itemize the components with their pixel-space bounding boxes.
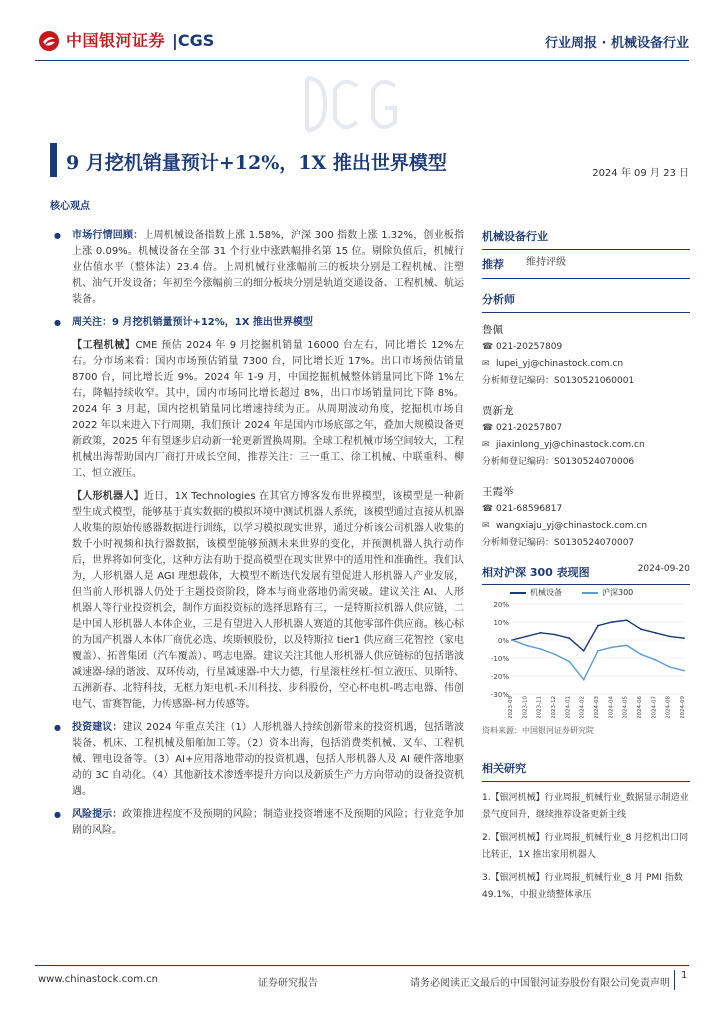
risk-paragraph (50, 807, 464, 839)
footer-disclaimer: 请务必阅读正文最后的中国银河证券股份有限公司免责声明 (410, 978, 670, 989)
x-tick-label: 2024-09 (680, 696, 686, 718)
market-paragraph (50, 228, 464, 308)
related-list (482, 790, 690, 904)
risk-text: 政策推进程度不及预期的风险；制造业投资增速不及预期的风险；行业竞争加剧的风险。 (72, 809, 465, 836)
construction-text: CME 预估 2024 年 9 月挖掘机销量 16000 台左右，同比增长 12%左右。分市场来看：国内市场预估销量 7300 台，同比增长近 17%。出口市场预估销量 8700 台，同比增长近 9%。2024 年 1-9 月，中国挖掘机械整体销量同比下降 1%左右，降幅持续收窄。其中，国内市场同比增长超过 8%，出口市场销量同比下降 8%。2024 年 3 月起，国内挖机销量同比增速持续为正。从周期波动角度，挖掘机市场自 2022 年以来进入下行周期，我们预计 2024 年是国内市场底部之年，叠加大规模设备更新政策，2025 年有望逐步启动新一轮更新置换周期。全球工程机械市场空间较大，工程机械出海帮助国内厂商打开成长空间，推荐关注：三一重工、徐工机械、中联重科、柳工、恒立液压。 (72, 340, 464, 479)
analyst-card (482, 483, 690, 552)
email-icon: ✉ (482, 359, 490, 369)
chart-legend (482, 587, 690, 598)
analyst-name: 王霞举 (482, 486, 514, 498)
legend-item (510, 587, 562, 598)
data-point (525, 645, 527, 647)
x-tick-label: 2024-08 (665, 696, 672, 718)
data-point (640, 654, 642, 656)
focus-paragraph (50, 315, 464, 331)
sidebar (482, 228, 690, 910)
legend-label: 机械设备 (530, 588, 562, 597)
rating-value: 维持评级 (526, 257, 566, 268)
rating-label: 推荐 (482, 258, 504, 271)
logo-cn: 中国银河证券 (66, 31, 166, 50)
y-tick-label: 20% (493, 601, 509, 609)
logo-en-text: CGS (177, 31, 215, 50)
x-tick-label: 2024-06 (637, 696, 643, 718)
analyst-email[interactable]: lupei_yj@chinastock.com.cn (496, 359, 624, 369)
report-category: 行业周报 · 机械设备行业 (545, 36, 689, 51)
data-point (554, 654, 556, 656)
data-point (554, 634, 556, 636)
analyst-email[interactable]: jiaxinlong_yj@chinastock.com.cn (496, 440, 645, 450)
phone-icon: ☎ (482, 504, 494, 514)
x-tick-label: 2023-09 (508, 696, 514, 718)
data-point (540, 632, 542, 634)
data-point (654, 659, 656, 661)
related-item[interactable]: 2.【银河机械】行业周报_机械行业_8 月挖机出口同比转正，1X 推出家用机器人 (482, 833, 689, 860)
market-lead: 市场行情回顾： (72, 230, 144, 241)
chart-date: 2024-09-20 (637, 564, 690, 574)
x-tick-label: 2024-05 (622, 696, 629, 718)
report-date: 2024 年 09 月 23 日 (592, 168, 689, 179)
analyst-card (482, 402, 690, 471)
data-point (669, 666, 671, 668)
footer-center: 证券研究报告 (258, 978, 318, 989)
legend-label: 沪深300 (602, 588, 634, 597)
robot-text: 近日，1X Technologies 在其官方博客发布世界模型，该模型是一种新型生成式模型，能够基于真实数据的模拟环境中测试机器人系统，该模型通过直接从机器人收集的原始传感器数据进行训练，以学习模拟现实世界，通过分析该公司机器人收集的数千小时视频和执行器数据，该模型能够预测未来世界的变化，并预测机器人执行动作后，世界将如何变化，这种方法有助于提高模型在现实世界中的适用性和准确性。我们认为，人形机器人是 AGI 理想载体，大模型不断迭代发展有望促进人形机器人产业发展，但当前人形机器人仍处于主题投资阶段，降本与商业落地仍需突破。建议关注 AI、人形机器人等行业投资机会，制作方面投资标的选择思路有三，一是特斯拉机器人供应链，二是中国人形机器人本体企业，三是有望进入人形机器人赛道的其他零部件供应商。核心标的为国产机器人本体厂商优必选、埃斯顿股份，以及特斯拉 tier1 供应商三花智控（家电覆盖）、拓普集团（汽车覆盖）、鸣志电器。建议关注其他人形机器人供应链标的包括谐波减速器-绿的谐波、双环传动，行星减速器-中大力德，行星滚柱丝杠-恒立液压、贝斯特、五洲新春、北特科技，无框力矩电机-禾川科技、步科股份，空心杯电机-鸣志电器、伟创电气、雷赛智能，力传感器-柯力传感等。 (72, 491, 465, 710)
analyst-cert: 分析师登记编码：S0130521060001 (482, 376, 635, 386)
logo-icon (38, 30, 60, 52)
related-heading: 相关研究 (482, 760, 690, 782)
data-point (626, 645, 628, 647)
chart-title: 相对沪深 300 表现图 (482, 566, 590, 579)
phone-icon: ☎ (482, 423, 494, 433)
data-point (626, 619, 628, 621)
data-point (669, 636, 671, 638)
core-view-label: 核心观点 (50, 201, 90, 212)
data-point (525, 636, 527, 638)
risk-lead: 风险提示： (72, 809, 123, 820)
page-number: 1 (674, 970, 695, 990)
x-tick-label: 2024-07 (651, 696, 658, 718)
y-tick-label: -20% (490, 673, 509, 681)
data-point (683, 637, 685, 639)
focus-lead: 周关注：9 月挖机销量预计+12%，1X 推出世界模型 (72, 317, 313, 328)
robot-lead: 【人形机器人】 (72, 491, 144, 502)
x-tick-label: 2024-03 (594, 696, 600, 718)
main-body (50, 228, 464, 846)
robot-paragraph (50, 489, 464, 713)
data-point (654, 632, 656, 634)
x-tick-label: 2023-10 (522, 696, 529, 718)
y-tick-label: 0% (497, 637, 509, 645)
x-tick-label: 2024-02 (579, 696, 586, 718)
email-icon: ✉ (482, 521, 490, 531)
data-point (511, 639, 513, 641)
construction-lead: 【工程机械】 (72, 340, 136, 351)
series-line (512, 640, 684, 680)
invest-paragraph (50, 720, 464, 800)
logo-en: |CGS (172, 31, 215, 50)
data-point (597, 625, 599, 627)
data-point (540, 648, 542, 650)
x-tick-label: 2024-01 (565, 696, 572, 718)
data-point (640, 628, 642, 630)
performance-chart (482, 598, 690, 718)
x-tick-label: 2024-04 (608, 696, 615, 718)
construction-paragraph (50, 338, 464, 482)
footer-url[interactable]: www.chinastock.com.cn (38, 974, 158, 985)
footer-divider (35, 965, 689, 966)
related-item[interactable]: 3.【银河机械】行业周报_机械行业_8 月 PMI 指数 49.1%，中报业绩整体承压 (482, 873, 683, 900)
y-tick-label: -30% (490, 691, 509, 699)
email-icon: ✉ (482, 440, 490, 450)
invest-text: 建议 2024 年重点关注（1）人形机器人持续创新带来的投资机遇，包括谐波装备、机床、工程机械及船舶加工等。（2）资本出海，包括消费类机械、叉车、工程机械、锂电设备等。（3）AI+应用落地带动的投资机遇，包括人形机器人及 AI 硬件落地驱动的 3C 自动化。（4）其他新技术渗透率提升方向以及新质生产力方向带动的设备投资机遇。 (72, 722, 465, 797)
chart-heading (482, 564, 690, 585)
analyst-card (482, 321, 690, 390)
data-point (568, 637, 570, 639)
analyst-phone: 021-68596817 (496, 504, 563, 514)
data-point (611, 646, 613, 648)
data-point (568, 661, 570, 663)
related-item[interactable]: 1.【银河机械】行业周报_机械行业_数据显示制造业景气度回升，继续推荐设备更新主线 (482, 793, 689, 820)
analyst-phone: 021-20257809 (496, 342, 563, 352)
watermark-logo-icon (295, 68, 425, 140)
market-text: 上周机械设备指数上涨 1.58%，沪深 300 指数上涨 1.32%，创业板指上涨 0.09%。机械设备在全部 31 个行业中涨跌幅排名第 15 位。剔除负值后，机械行业估值水平（整体法）23.4 倍。上周机械行业涨幅前三的板块分别是工程机械、注塑机、油气开发设备；年初至今涨幅前三的细分板块分别是轨道交通设备、工程机械、航运装备。 (72, 230, 464, 305)
analyst-name: 贾新龙 (482, 405, 514, 417)
data-point (611, 621, 613, 623)
y-tick-label: -10% (490, 655, 509, 663)
page-title: 9 月挖机销量预计+12%，1X 推出世界模型 (66, 152, 447, 174)
industry-heading: 机械设备行业 (482, 228, 690, 250)
data-point (583, 650, 585, 652)
chart-source: 资料来源：中国银河证券研究院 (482, 726, 594, 735)
analyst-name: 鲁佩 (482, 324, 503, 336)
phone-icon: ☎ (482, 342, 494, 352)
data-point (683, 670, 685, 672)
x-tick-label: 2023-12 (551, 696, 557, 718)
header-divider (35, 60, 689, 61)
invest-lead: 投资建议： (72, 722, 123, 733)
analyst-cert: 分析师登记编码：S0130524070006 (482, 457, 635, 467)
data-point (583, 679, 585, 681)
x-tick-label: 2023-11 (536, 696, 543, 718)
analyst-phone: 021-20257807 (496, 423, 563, 433)
legend-item (582, 587, 633, 598)
rating-row (482, 256, 690, 279)
analyst-heading: 分析师 (482, 291, 690, 313)
y-tick-label: 10% (493, 619, 509, 627)
analyst-cert: 分析师登记编码：S0130524070007 (482, 538, 635, 548)
title-accent-bar (50, 143, 57, 177)
analyst-email[interactable]: wangxiaju_yj@chinastock.com.cn (496, 521, 648, 531)
data-point (597, 650, 599, 652)
